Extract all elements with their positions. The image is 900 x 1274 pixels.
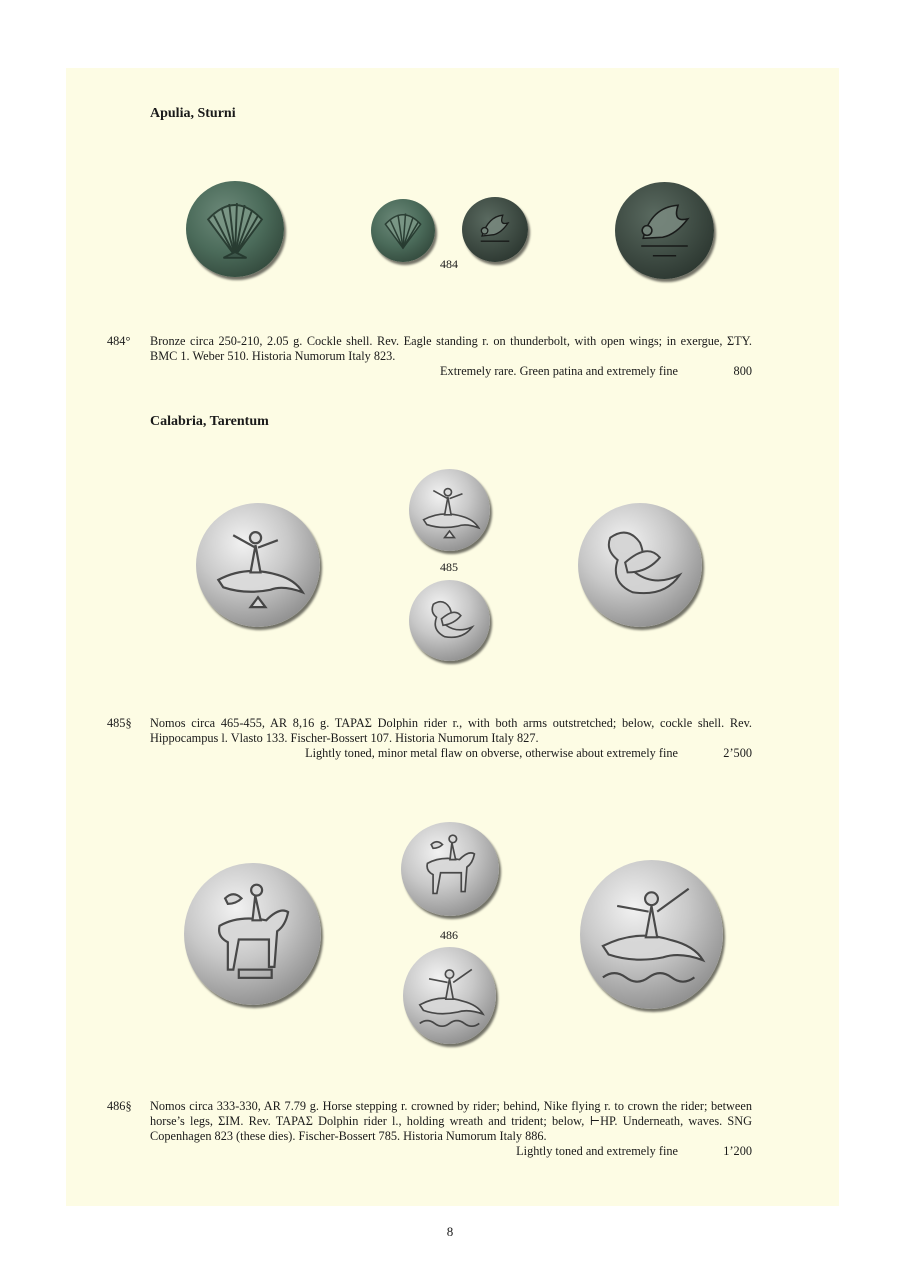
lot-entry-485 xyxy=(107,716,752,761)
page-number: 8 xyxy=(446,1224,454,1239)
lot-estimate: 2’500 xyxy=(723,746,752,760)
lot-condition: Extremely rare. Green patina and extremely fine xyxy=(440,364,678,378)
lot-description: Bronze circa 250-210, 2.05 g. Cockle shell. Rev. Eagle standing r. on thunderbolt, with open wings; in exergue, ΣTY. BMC 1. Weber 510. Historia Numorum Italy 823. xyxy=(150,334,752,363)
horseman-icon xyxy=(401,822,499,916)
coin-485-reverse-large xyxy=(578,503,702,627)
coin-486-obverse-large xyxy=(184,863,321,1005)
dolphin-rider-icon xyxy=(580,860,723,1009)
section-heading-apulia: Apulia, Sturni xyxy=(150,106,236,121)
coin-486-reverse-large xyxy=(580,860,723,1009)
lot-marker: 485§ xyxy=(107,716,132,730)
hippocampus-icon xyxy=(578,503,702,627)
lot-condition: Lightly toned and extremely fine xyxy=(516,1144,678,1158)
coin-485-obverse-small xyxy=(409,469,490,551)
lot-entry-486 xyxy=(107,1099,752,1159)
lot-condition-row xyxy=(150,746,752,761)
dolphin-rider-icon xyxy=(403,947,496,1044)
coin-484-reverse-large xyxy=(615,182,714,279)
horseman-icon xyxy=(184,863,321,1005)
lot-condition-row xyxy=(150,364,752,379)
lot-condition-row xyxy=(150,1144,752,1159)
eagle-icon xyxy=(462,197,528,262)
scallop-shell-icon xyxy=(371,199,435,262)
scallop-shell-icon xyxy=(186,181,284,277)
lot-entry-484 xyxy=(107,334,752,379)
coin-486-reverse-small xyxy=(403,947,496,1044)
dolphin-rider-icon xyxy=(409,469,490,551)
coin-484-reverse-small xyxy=(462,197,528,262)
lot-description: Nomos circa 333-330, AR 7.79 g. Horse stepping r. crowned by rider; behind, Nike flying r. to crown the rider; between horse’s legs, ΣIM. Rev. TAPAΣ Dolphin rider l., holding wreath and trident; below, ⊢HP. Underneath, waves. SNG Copenhagen 823 (these dies). Fischer-Bossert 785. Historia Numorum Italy 886. xyxy=(150,1099,752,1143)
lot-estimate: 800 xyxy=(733,364,752,378)
lot-marker: 486§ xyxy=(107,1099,132,1113)
coin-484-obverse-large xyxy=(186,181,284,277)
lot-condition: Lightly toned, minor metal flaw on obverse, otherwise about extremely fine xyxy=(305,746,678,760)
lot-number-label-485: 485 xyxy=(440,560,458,574)
dolphin-rider-icon xyxy=(196,503,320,627)
coin-485-obverse-large xyxy=(196,503,320,627)
lot-number-label-484: 484 xyxy=(440,257,458,271)
lot-number-label-486: 486 xyxy=(440,928,458,942)
eagle-icon xyxy=(615,182,714,279)
hippocampus-icon xyxy=(409,580,490,661)
coin-484-obverse-small xyxy=(371,199,435,262)
coin-485-reverse-small xyxy=(409,580,490,661)
lot-marker: 484° xyxy=(107,334,131,348)
coin-486-obverse-small xyxy=(401,822,499,916)
section-heading-calabria: Calabria, Tarentum xyxy=(150,414,269,429)
lot-description: Nomos circa 465-455, AR 8,16 g. TAPAΣ Dolphin rider r., with both arms outstretched; below, cockle shell. Rev. Hippocampus l. Vlasto 133. Fischer-Bossert 107. Historia Numorum Italy 827. xyxy=(150,716,752,745)
lot-estimate: 1’200 xyxy=(723,1144,752,1158)
